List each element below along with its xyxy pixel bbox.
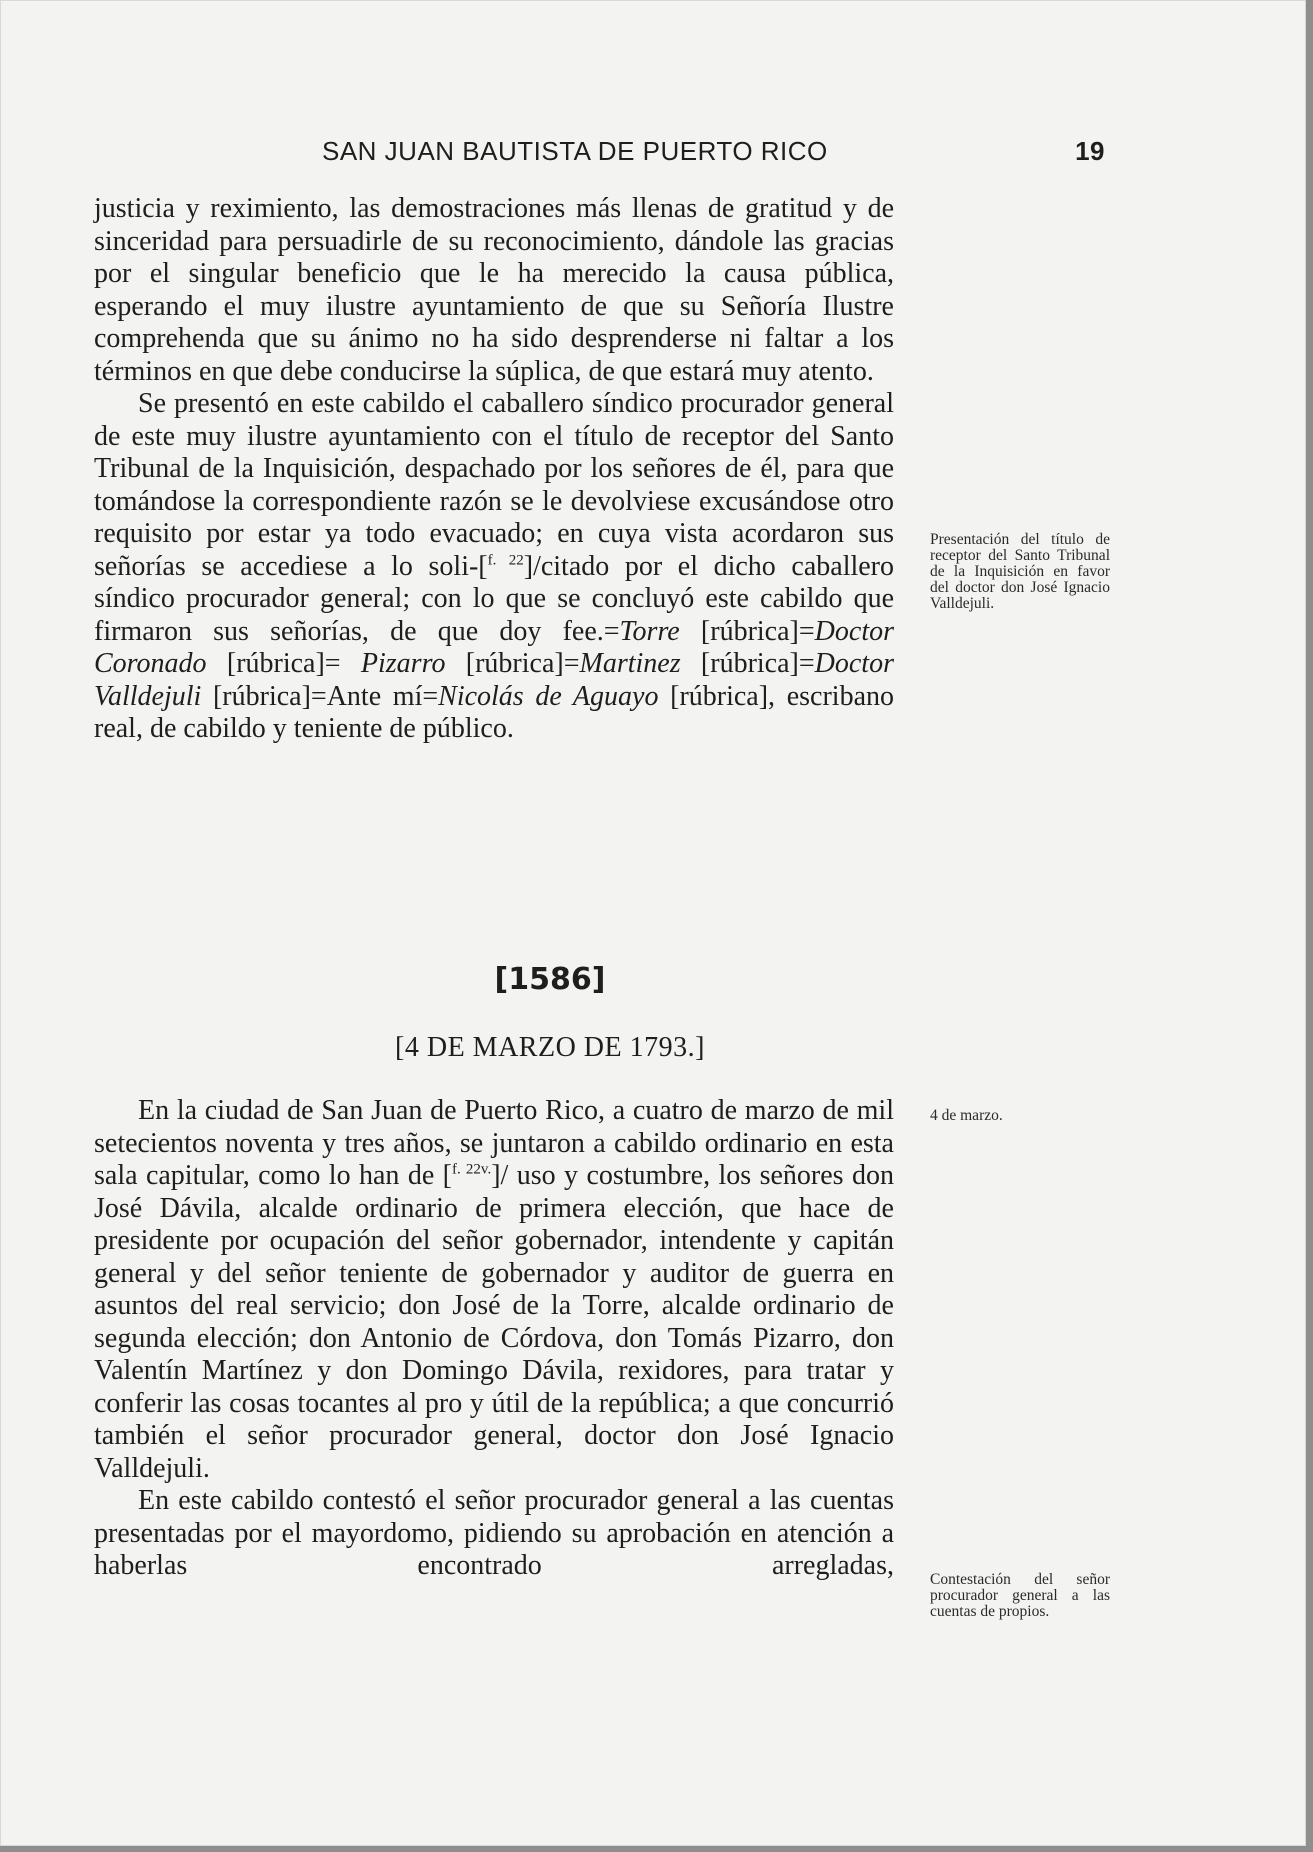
rubrica: [rúbrica]=	[445, 648, 580, 679]
rubrica: [rúbrica]=	[679, 615, 815, 647]
section-date: [4 DE MARZO DE 1793.]	[395, 1032, 705, 1063]
signature-martinez: Martinez	[579, 648, 681, 679]
paragraph-text: Se presentó en este cabildo el caballero síndico procurador general de este muy ilustre ayuntamiento con el título de receptor del Santo Tribunal de la Inquisición, despachado por los señores de él, para que tomándose la correspondiente razón se le devolviese excusándose otro requisito por estar ya todo evacuado; en cuya vista acordaron sus señorías se accediese a lo soli-[	[94, 388, 894, 582]
signature-torre: Torre	[619, 615, 680, 647]
folio-marker: f. 22v.	[452, 1161, 492, 1178]
paragraph-cabildo	[94, 1095, 894, 1485]
paragraph-contestacion	[94, 1485, 894, 1583]
signature-coronado: Doctor Coronado	[94, 615, 894, 679]
rubrica: [rúbrica]=	[680, 648, 815, 679]
signature-aguayo: Nicolás de Aguayo	[438, 680, 659, 712]
folio-marker: f. 22	[487, 552, 524, 569]
paragraph-text: En la ciudad de San Juan de Puerto Rico, a cuatro de marzo de mil setecientos noventa y tres años, se juntaron a cabildo ordinario en esta sala capitular, como lo han de [	[94, 1095, 894, 1191]
paragraph-continuation	[94, 193, 894, 388]
paragraph-receptor	[94, 388, 894, 746]
paragraph-text: justicia y reximiento, las demostraciones más llenas de gratitud y de sinceridad para persuadirle de su reconocimiento, dándole las gracias por el singular beneficio que le ha merecido la causa pública, esperando el muy ilustre ayuntamiento de que su Señoría Ilustre comprehenda que su ánimo no ha sido desprenderse ni faltar a los términos en que debe conducirse la súplica, de que estará muy atento.	[94, 193, 894, 387]
text-block-2	[94, 1095, 894, 1583]
rubrica: [rúbrica]=Ante mí=	[201, 680, 439, 712]
signature-pizarro: Pizarro	[360, 648, 446, 679]
margin-note-presentacion: Presentación del título de receptor del Santo Tribunal de la Inquisición en favor del doctor don José Ignacio Valldejuli.	[930, 531, 1110, 612]
signature-valldejuli: Doctor Valldejuli	[94, 648, 894, 712]
running-title: SAN JUAN BAUTISTA DE PUERTO RICO	[322, 136, 828, 166]
margin-note-contestacion: Contestación del señor procurador general a las cuentas de propios.	[930, 1571, 1110, 1620]
paragraph-text: ]/citado por el dicho caballero síndico procurador general; con lo que se concluyó este cabildo que firmaron sus señorías, de que doy fee.=	[94, 550, 894, 647]
paragraph-text: En este cabildo contestó el señor procurador general a las cuentas presentadas por el mayordomo, pidiendo su aprobación en atención a haberlas encontrado arregladas,	[94, 1485, 894, 1581]
margin-note-date: 4 de marzo.	[930, 1107, 1003, 1124]
closing-text: [rúbrica], escribano real, de cabildo y teniente de público.	[94, 680, 894, 744]
section-number: [1586]	[494, 962, 606, 997]
rubrica: [rúbrica]=	[206, 648, 361, 679]
page-number: 19	[1075, 136, 1105, 166]
text-block-1	[94, 193, 894, 746]
paragraph-text: ]/ uso y costumbre, los señores don José Dávila, alcalde ordinario de primera elección, que hace de presidente por ocupación del señor gobernador, intendente y capitán general y del señor teniente de gobernador y auditor de guerra en asuntos del real servicio; don José de la Torre, alcalde ordinario de segunda elección; don Antonio de Córdova, don Tomás Pizarro, don Valentín Martínez y don Domingo Dávila, rexidores, para tratar y conferir las cosas tocantes al pro y útil de la república; a que concurrió también el señor procurador general, doctor don José Ignacio Valldejuli.	[94, 1160, 894, 1484]
